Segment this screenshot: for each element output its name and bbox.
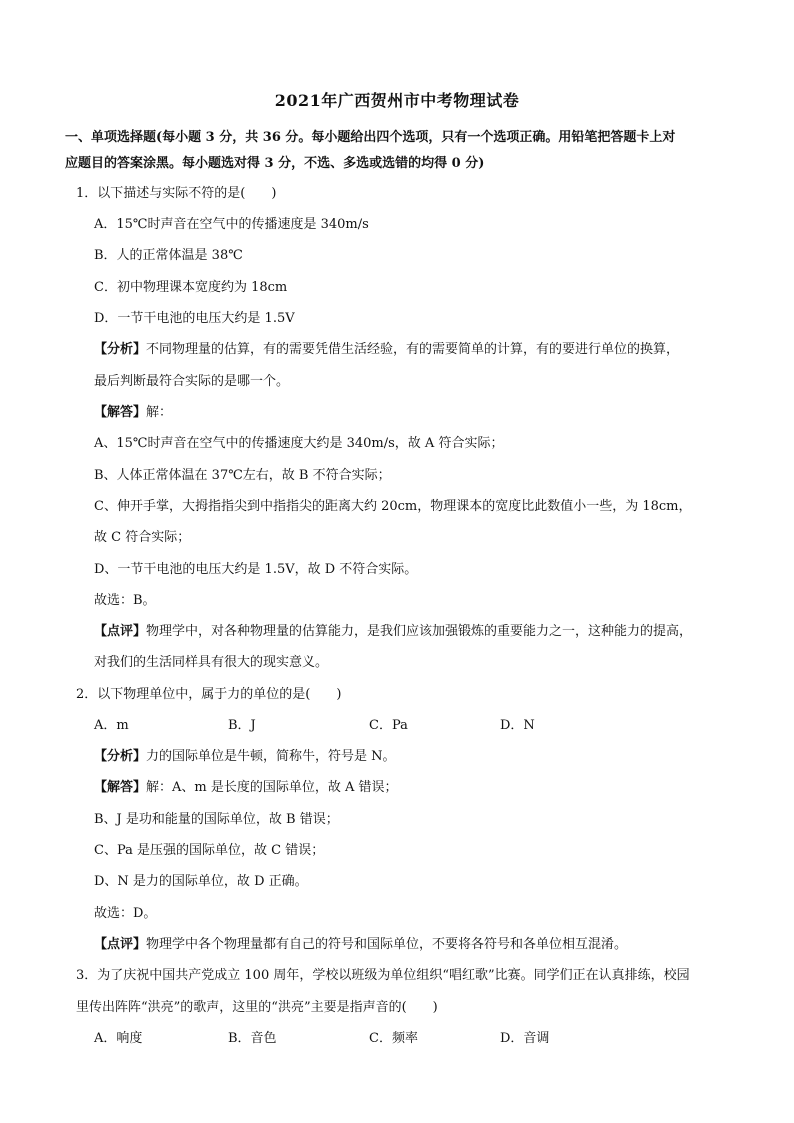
q1-review-tag: 【点评】 — [94, 624, 147, 639]
section-heading-line1: 一、单项选择题(每小题 3 分，共 36 分。每小题给出四个选项，只有一个选项正确。用铅笔把答题卡上对 — [65, 130, 676, 145]
q2-answer-c: C、Pa 是压强的国际单位，故 C 错误； — [94, 843, 325, 858]
q1-answer-a: A、15℃时声音在空气中的传播速度大约是 340m/s，故 A 符合实际； — [94, 436, 504, 451]
q2-analysis-tag: 【分析】 — [94, 749, 147, 764]
q1-answer-intro: 解： — [146, 405, 173, 420]
q1-answer-choice: 故选：B。 — [94, 593, 156, 608]
q1-option-b: B．人的正常体温是 38℃ — [94, 248, 243, 263]
q2-options — [94, 716, 654, 736]
q1-option-c: C．初中物理课本宽度约为 18cm — [94, 280, 288, 295]
q2-option-d: D．N — [500, 718, 535, 733]
q1-answer-b: B、人体正常体温在 37℃左右，故 B 不符合实际； — [94, 468, 391, 483]
q3-stem-line2: 里传出阵阵“洪亮”的歌声，这里的“洪亮”主要是指声音的( ) — [76, 1000, 438, 1015]
q3-option-a: A．响度 — [94, 1031, 143, 1046]
q1-review — [94, 622, 692, 642]
q2-analysis — [94, 747, 396, 767]
q2-option-c: C．Pa — [369, 718, 408, 733]
q2-answer-a: 解：A、m 是长度的国际单位，故 A 错误； — [146, 780, 398, 795]
q2-answer-d: D、N 是力的国际单位，故 D 正确。 — [94, 874, 308, 889]
q2-option-b: B．J — [228, 718, 256, 733]
q1-option-d: D．一节干电池的电压大约是 1.5V — [94, 311, 295, 326]
q1-review-line2: 对我们的生活同样具有很大的现实意义。 — [94, 655, 329, 670]
q2-review-text: 物理学中各个物理量都有自己的符号和国际单位，不要将各符号和各单位相互混淆。 — [146, 937, 628, 952]
q1-analysis-text: 不同物理量的估算，有的需要凭借生活经验，有的需要简单的计算，有的要进行单位的换算， — [146, 342, 680, 357]
page-title: 2021年广西贺州市中考物理试卷 — [274, 91, 520, 110]
q2-option-a: A．m — [94, 718, 129, 733]
q3-option-b: B．音色 — [228, 1031, 277, 1046]
q2-analysis-text: 力的国际单位是牛顿，简称牛，符号是 N。 — [146, 749, 396, 764]
q2-answer-b: B、J 是功和能量的国际单位，故 B 错误； — [94, 812, 339, 827]
q2-review — [94, 935, 627, 955]
q1-analysis-line2: 最后判断最符合实际的是哪一个。 — [94, 374, 290, 389]
q2-review-tag: 【点评】 — [94, 937, 147, 952]
q1-answer-tag: 【解答】 — [94, 405, 147, 420]
q1-option-a: A．15℃时声音在空气中的传播速度是 340m/s — [94, 217, 369, 232]
q1-analysis-tag: 【分析】 — [94, 342, 147, 357]
q2-answer-choice: 故选：D。 — [94, 906, 157, 921]
q1-answer — [94, 403, 172, 423]
section-heading-line2: 应题目的答案涂黑。每小题选对得 3 分，不选、多选或选错的均得 0 分) — [65, 156, 485, 171]
q2-stem: 2．以下物理单位中，属于力的单位的是( ) — [76, 687, 342, 702]
q1-answer-c2: 故 C 符合实际； — [94, 530, 191, 545]
q1-analysis — [94, 340, 679, 360]
q1-stem: 1．以下描述与实际不符的是( ) — [76, 186, 277, 201]
q3-stem-line1: 3．为了庆祝中国共产党成立 100 周年，学校以班级为单位组织“唱红歌”比赛。同学们正在认真排练，校园 — [76, 968, 690, 983]
q2-answer-tag: 【解答】 — [94, 780, 147, 795]
q1-review-text: 物理学中，对各种物理量的估算能力，是我们应该加强锻炼的重要能力之一，这种能力的提高， — [146, 624, 693, 639]
q3-option-c: C．频率 — [369, 1031, 418, 1046]
q3-option-d: D．音调 — [500, 1031, 550, 1046]
q1-answer-d: D、一节干电池的电压大约是 1.5V，故 D 不符合实际。 — [94, 562, 418, 577]
q2-answer — [94, 778, 398, 798]
q1-answer-c1: C、伸开手掌，大拇指指尖到中指指尖的距离大约 20cm，物理课本的宽度比此数值小一些，为 18cm， — [94, 499, 692, 514]
q3-options — [94, 1029, 654, 1049]
